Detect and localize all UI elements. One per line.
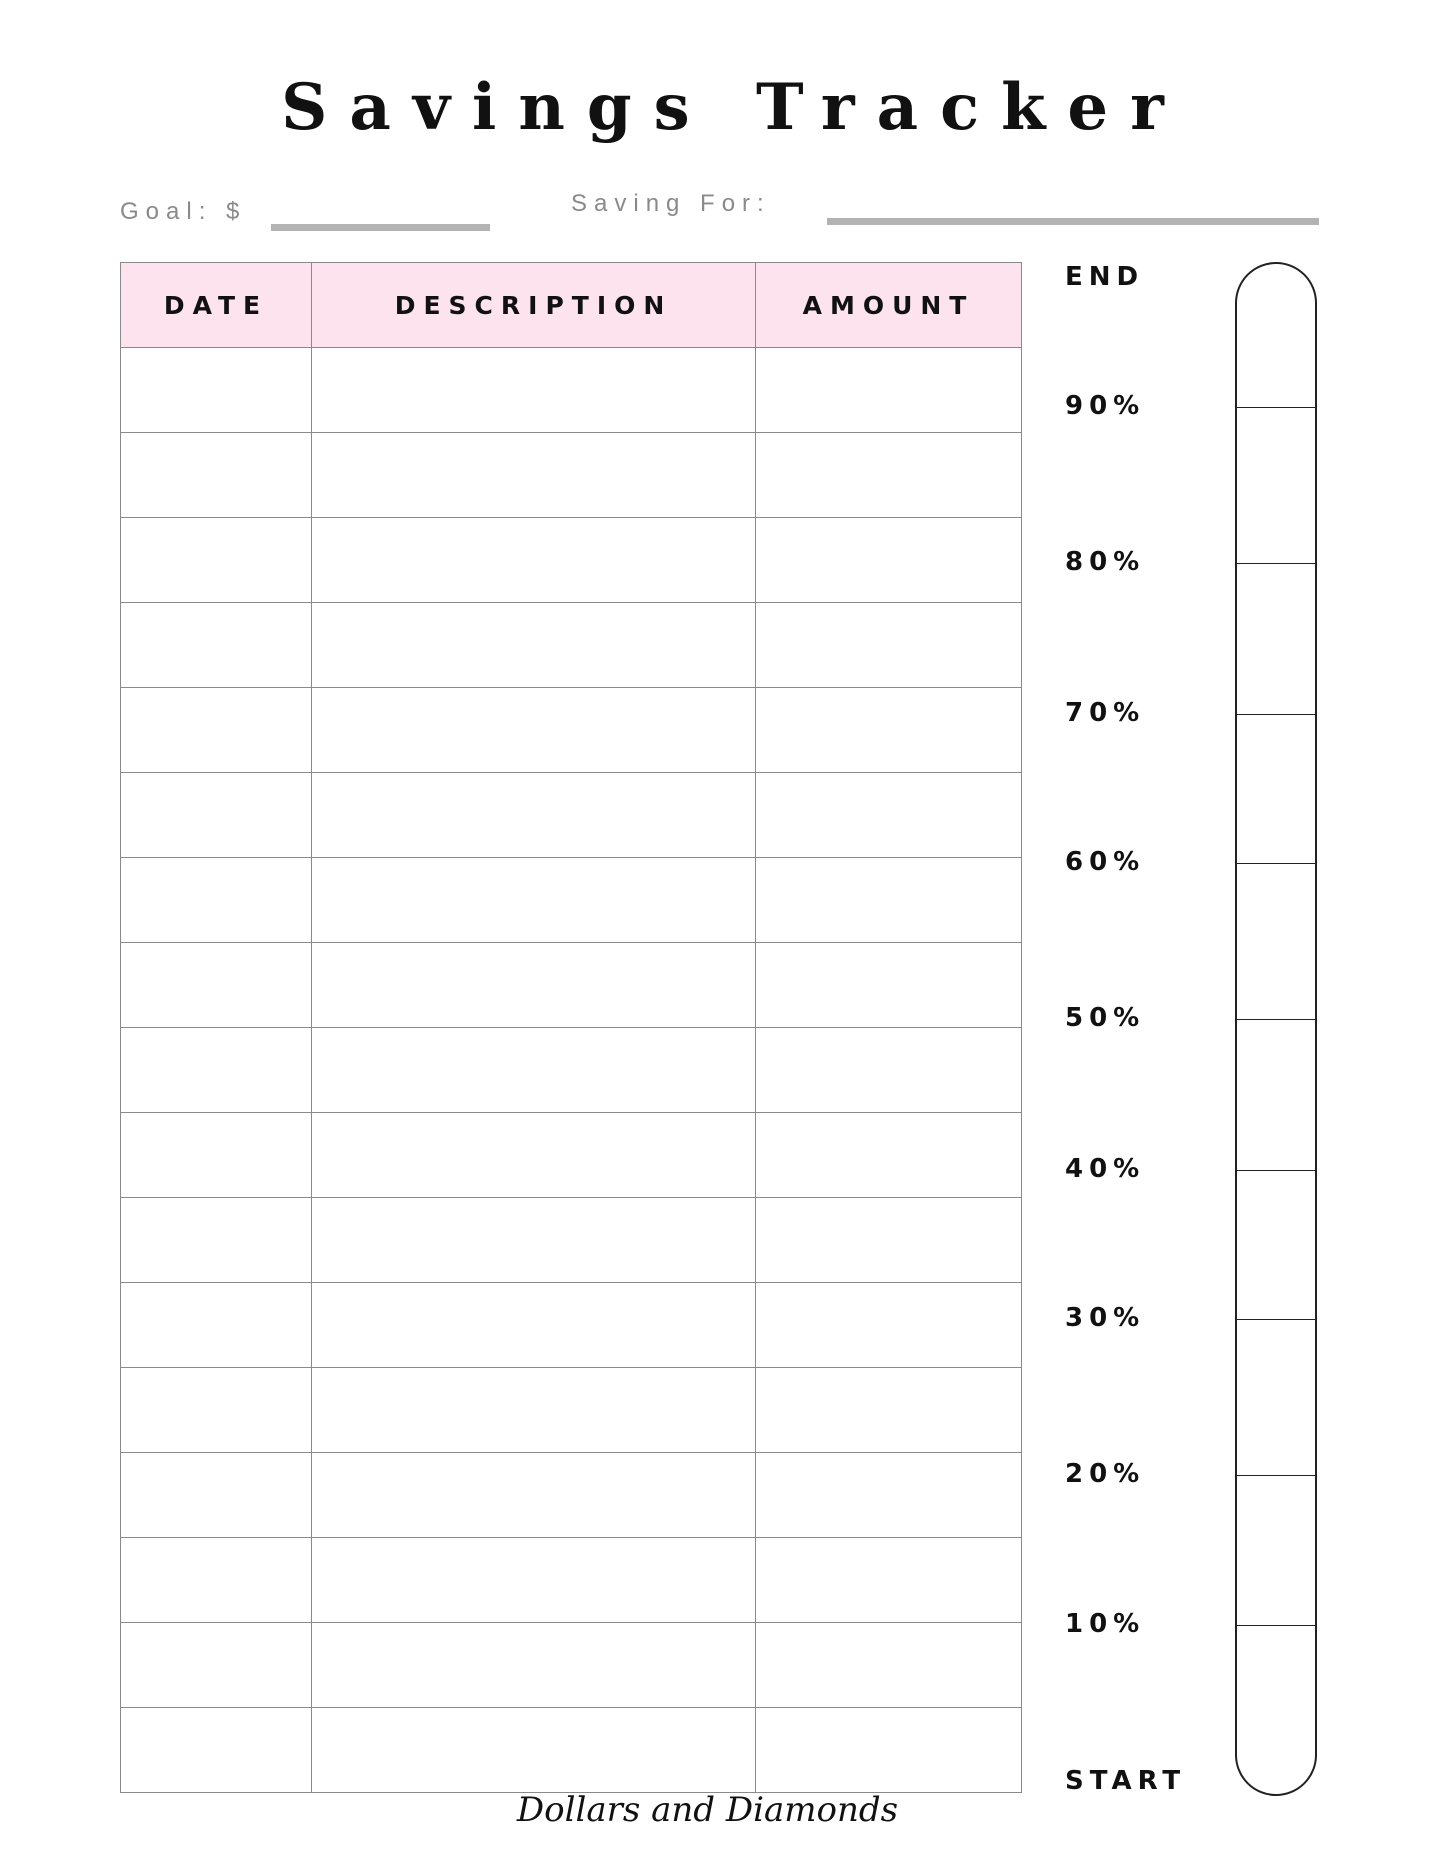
column-header-description: DESCRIPTION	[312, 263, 756, 348]
meter-tick-60	[1237, 863, 1315, 864]
description-cell[interactable]	[312, 433, 756, 518]
savings-log-table	[120, 262, 1022, 1793]
description-cell[interactable]	[312, 688, 756, 773]
amount-cell[interactable]	[756, 1453, 1022, 1538]
table-row	[121, 1198, 1022, 1283]
table-row	[121, 1623, 1022, 1708]
date-cell[interactable]	[121, 433, 312, 518]
amount-cell[interactable]	[756, 433, 1022, 518]
date-cell[interactable]	[121, 518, 312, 603]
table-row	[121, 1453, 1022, 1538]
goal-input-line[interactable]	[271, 224, 490, 231]
meter-tick-50	[1237, 1019, 1315, 1020]
scale-label-10: 10%	[1065, 1609, 1146, 1639]
table-row	[121, 1538, 1022, 1623]
date-cell[interactable]	[121, 1623, 312, 1708]
table-row	[121, 773, 1022, 858]
meter-tick-90	[1237, 407, 1315, 408]
date-cell[interactable]	[121, 1113, 312, 1198]
amount-cell[interactable]	[756, 1538, 1022, 1623]
table-row	[121, 943, 1022, 1028]
date-cell[interactable]	[121, 348, 312, 433]
description-cell[interactable]	[312, 773, 756, 858]
amount-cell[interactable]	[756, 348, 1022, 433]
table-row	[121, 603, 1022, 688]
scale-label-90: 90%	[1065, 391, 1146, 421]
table-row	[121, 433, 1022, 518]
amount-cell[interactable]	[756, 518, 1022, 603]
table-row	[121, 1368, 1022, 1453]
scale-label-end: END	[1065, 262, 1145, 292]
scale-label-start: START	[1065, 1766, 1187, 1796]
table-row	[121, 688, 1022, 773]
page-title: Savings Tracker	[281, 70, 1186, 145]
description-cell[interactable]	[312, 1538, 756, 1623]
meter-tick-40	[1237, 1170, 1315, 1171]
amount-cell[interactable]	[756, 1368, 1022, 1453]
goal-label: Goal: $	[120, 198, 247, 225]
date-cell[interactable]	[121, 1708, 312, 1793]
date-cell[interactable]	[121, 773, 312, 858]
saving-for-label: Saving For:	[571, 190, 771, 217]
description-cell[interactable]	[312, 518, 756, 603]
amount-cell[interactable]	[756, 1113, 1022, 1198]
meter-tick-30	[1237, 1319, 1315, 1320]
amount-cell[interactable]	[756, 773, 1022, 858]
scale-label-20: 20%	[1065, 1459, 1146, 1489]
scale-label-80: 80%	[1065, 547, 1146, 577]
savings-progress-thermometer[interactable]	[1235, 262, 1317, 1796]
column-header-date: DATE	[121, 263, 312, 348]
date-cell[interactable]	[121, 603, 312, 688]
amount-cell[interactable]	[756, 1028, 1022, 1113]
description-cell[interactable]	[312, 1113, 756, 1198]
description-cell[interactable]	[312, 858, 756, 943]
scale-label-50: 50%	[1065, 1003, 1146, 1033]
date-cell[interactable]	[121, 1028, 312, 1113]
description-cell[interactable]	[312, 603, 756, 688]
description-cell[interactable]	[312, 348, 756, 433]
date-cell[interactable]	[121, 1283, 312, 1368]
amount-cell[interactable]	[756, 943, 1022, 1028]
amount-cell[interactable]	[756, 1708, 1022, 1793]
date-cell[interactable]	[121, 1198, 312, 1283]
amount-cell[interactable]	[756, 1283, 1022, 1368]
description-cell[interactable]	[312, 1283, 756, 1368]
description-cell[interactable]	[312, 1453, 756, 1538]
description-cell[interactable]	[312, 1708, 756, 1793]
date-cell[interactable]	[121, 943, 312, 1028]
description-cell[interactable]	[312, 1368, 756, 1453]
table-header-row	[121, 263, 1022, 348]
amount-cell[interactable]	[756, 688, 1022, 773]
meter-tick-10	[1237, 1625, 1315, 1626]
scale-label-30: 30%	[1065, 1303, 1146, 1333]
table-row	[121, 1028, 1022, 1113]
table-row	[121, 1283, 1022, 1368]
table-row	[121, 348, 1022, 433]
amount-cell[interactable]	[756, 1198, 1022, 1283]
scale-label-40: 40%	[1065, 1154, 1146, 1184]
saving-for-input-line[interactable]	[827, 218, 1319, 225]
date-cell[interactable]	[121, 1368, 312, 1453]
amount-cell[interactable]	[756, 1623, 1022, 1708]
column-header-amount: AMOUNT	[756, 263, 1022, 348]
date-cell[interactable]	[121, 688, 312, 773]
meter-tick-20	[1237, 1475, 1315, 1476]
description-cell[interactable]	[312, 1028, 756, 1113]
scale-label-60: 60%	[1065, 847, 1146, 877]
amount-cell[interactable]	[756, 603, 1022, 688]
table-row	[121, 1708, 1022, 1793]
brand-signature: Dollars and Diamonds	[516, 1790, 899, 1830]
date-cell[interactable]	[121, 1538, 312, 1623]
amount-cell[interactable]	[756, 858, 1022, 943]
table-row	[121, 1113, 1022, 1198]
description-cell[interactable]	[312, 1198, 756, 1283]
description-cell[interactable]	[312, 1623, 756, 1708]
meter-tick-80	[1237, 563, 1315, 564]
table-row	[121, 518, 1022, 603]
description-cell[interactable]	[312, 943, 756, 1028]
table-row	[121, 858, 1022, 943]
scale-label-70: 70%	[1065, 698, 1146, 728]
date-cell[interactable]	[121, 858, 312, 943]
meter-tick-70	[1237, 714, 1315, 715]
date-cell[interactable]	[121, 1453, 312, 1538]
